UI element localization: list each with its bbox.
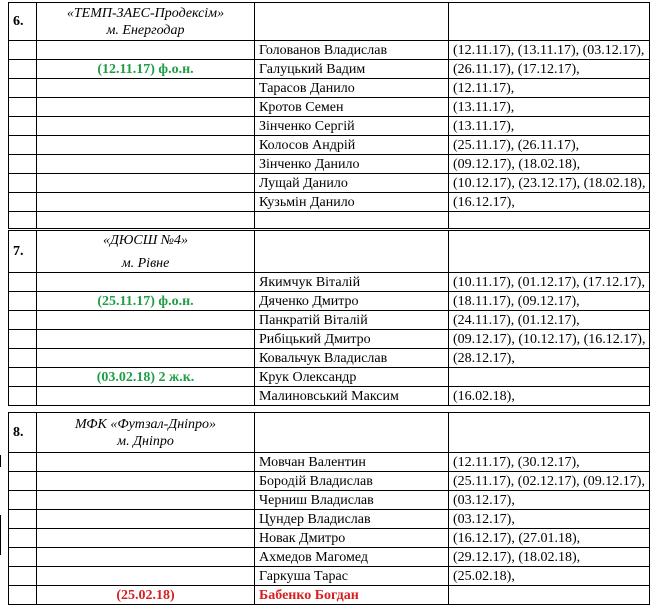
player-row (9, 117, 650, 136)
spacer-row (9, 212, 650, 229)
note-cell (37, 79, 255, 98)
club-name-cell (37, 231, 255, 273)
player-name: Колосов Андрій (255, 136, 449, 155)
match-dates: (03.12.17), (449, 491, 650, 510)
player-row (9, 98, 650, 117)
player-row (9, 155, 650, 174)
section-header-row (9, 413, 650, 453)
note-cell (37, 193, 255, 212)
match-dates: (16.12.17), (449, 193, 650, 212)
match-dates: (09.12.17), (18.02.18), (449, 155, 650, 174)
page-edge-mark (0, 515, 1, 555)
match-dates (449, 368, 650, 387)
section-number: 6. (9, 3, 37, 41)
note-cell (37, 155, 255, 174)
player-name: Бородій Владислав (255, 472, 449, 491)
player-row (9, 311, 650, 330)
player-name: Якимчук Віталій (255, 273, 449, 292)
note-cell (37, 273, 255, 292)
match-dates (449, 586, 650, 605)
player-row (9, 529, 650, 548)
player-name: Черниш Владислав (255, 491, 449, 510)
player-name: Мовчан Валентин (255, 453, 449, 472)
note-cell: (25.02.18) (37, 586, 255, 605)
note-cell (37, 510, 255, 529)
match-dates: (10.12.17), (23.12.17), (18.02.18), (449, 174, 650, 193)
player-row (9, 193, 650, 212)
player-name: Дяченко Дмитро (255, 292, 449, 311)
player-name: Кузьмін Данило (255, 193, 449, 212)
section-header-row (9, 3, 650, 41)
note-cell (37, 548, 255, 567)
player-name: Бабенко Богдан (255, 586, 449, 605)
note-cell (37, 472, 255, 491)
note-cell (37, 136, 255, 155)
player-row (9, 368, 650, 387)
player-name: Лущай Данило (255, 174, 449, 193)
match-dates: (03.12.17), (449, 510, 650, 529)
player-row (9, 510, 650, 529)
player-name: Панкратій Віталій (255, 311, 449, 330)
player-row (9, 349, 650, 368)
note-cell (37, 98, 255, 117)
note-cell: (03.02.18) 2 ж.к. (37, 368, 255, 387)
club-name-cell (37, 3, 255, 41)
note-cell (37, 349, 255, 368)
club-name: «ТЕМП-ЗАЕС-Продексім» (66, 5, 225, 21)
player-name: Зінченко Данило (255, 155, 449, 174)
match-dates: (12.11.17), (13.11.17), (03.12.17), (449, 41, 650, 60)
match-dates: (16.12.17), (27.01.18), (449, 529, 650, 548)
player-name: Зінченко Сергій (255, 117, 449, 136)
note-cell: (12.11.17) ф.о.н. (37, 60, 255, 79)
match-dates: (18.11.17), (09.12.17), (449, 292, 650, 311)
section-8-table (8, 412, 650, 605)
section-number: 8. (9, 413, 37, 453)
player-name: Тарасов Данило (255, 79, 449, 98)
note-cell (37, 174, 255, 193)
match-dates: (16.02.18), (449, 387, 650, 406)
note-cell (37, 387, 255, 406)
match-dates: (13.11.17), (449, 117, 650, 136)
player-row (9, 586, 650, 605)
player-row (9, 79, 650, 98)
section-number: 7. (9, 231, 37, 273)
section-7-table (8, 230, 650, 406)
note-cell (37, 41, 255, 60)
note-cell (37, 117, 255, 136)
match-dates: (25.11.17), (26.11.17), (449, 136, 650, 155)
player-row (9, 453, 650, 472)
player-row (9, 60, 650, 79)
player-row (9, 273, 650, 292)
match-dates: (12.11.17), (30.12.17), (449, 453, 650, 472)
player-row (9, 387, 650, 406)
player-name: Галуцький Вадим (255, 60, 449, 79)
player-name: Малиновський Максим (255, 387, 449, 406)
page-edge-mark (0, 455, 1, 467)
player-name: Новак Дмитро (255, 529, 449, 548)
player-row (9, 472, 650, 491)
club-name: «ДЮСШ №4» (103, 232, 188, 248)
note-cell (37, 529, 255, 548)
match-dates: (25.11.17), (02.12.17), (09.12.17), (449, 472, 650, 491)
player-row (9, 491, 650, 510)
note-cell (37, 491, 255, 510)
note-cell (37, 453, 255, 472)
match-dates: (10.11.17), (01.12.17), (17.12.17), (449, 273, 650, 292)
club-name: МФК «Футзал-Дніпро» (74, 416, 217, 432)
player-name: Ковальчук Владислав (255, 349, 449, 368)
player-name: Ахмедов Магомед (255, 548, 449, 567)
match-dates: (13.11.17), (449, 98, 650, 117)
match-dates: (09.12.17), (10.12.17), (16.12.17), (449, 330, 650, 349)
player-row (9, 548, 650, 567)
player-name: Цундер Владислав (255, 510, 449, 529)
match-dates: (26.11.17), (17.12.17), (449, 60, 650, 79)
player-row (9, 136, 650, 155)
player-row (9, 330, 650, 349)
section-header-row (9, 231, 650, 273)
player-name: Крук Олександр (255, 368, 449, 387)
match-dates: (29.12.17), (18.02.18), (449, 548, 650, 567)
club-city: м. Дніпро (117, 433, 174, 449)
player-row (9, 174, 650, 193)
club-city: м. Енергодар (106, 22, 185, 38)
player-name: Рибіцький Дмитро (255, 330, 449, 349)
note-cell (37, 567, 255, 586)
match-dates: (28.12.17), (449, 349, 650, 368)
match-dates: (25.02.18), (449, 567, 650, 586)
match-dates: (12.11.17), (449, 79, 650, 98)
note-cell (37, 311, 255, 330)
match-dates: (24.11.17), (01.12.17), (449, 311, 650, 330)
club-city: м. Рівне (121, 255, 170, 271)
note-cell: (25.11.17) ф.о.н. (37, 292, 255, 311)
player-name: Голованов Владислав (255, 41, 449, 60)
player-row (9, 41, 650, 60)
player-row (9, 292, 650, 311)
section-6-table (8, 2, 650, 229)
player-row (9, 567, 650, 586)
club-name-cell (37, 413, 255, 453)
note-cell (37, 330, 255, 349)
player-name: Гаркуша Тарас (255, 567, 449, 586)
player-name: Кротов Семен (255, 98, 449, 117)
